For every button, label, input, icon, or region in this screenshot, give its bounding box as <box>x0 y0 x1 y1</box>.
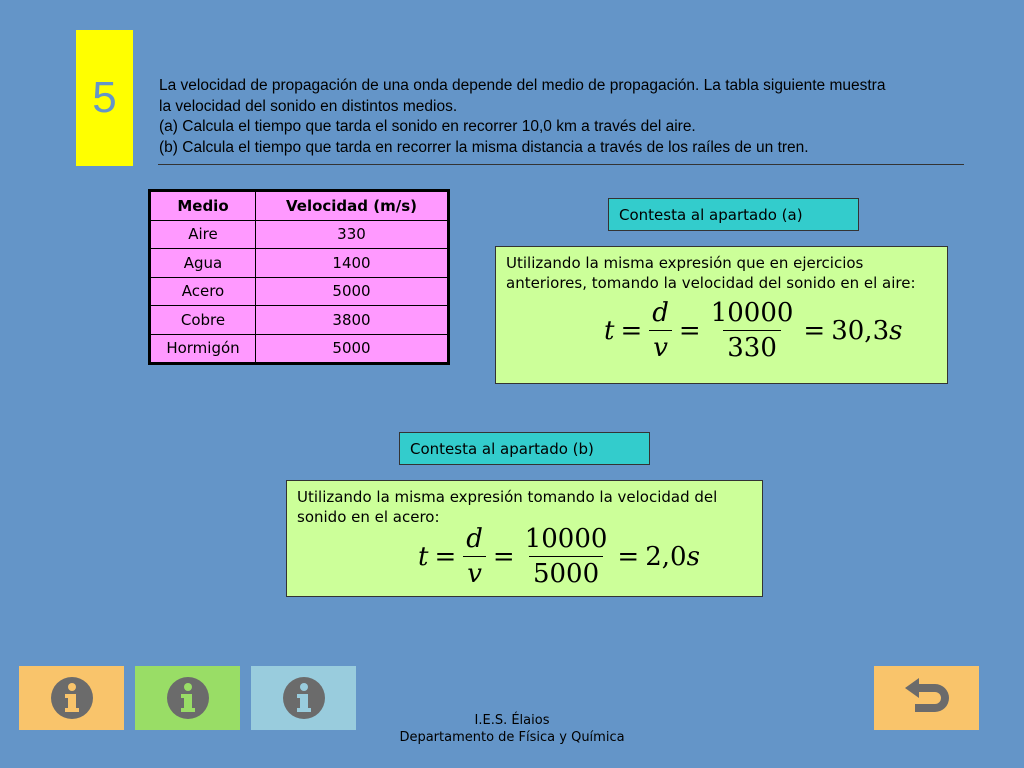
equation-result: 30,3 <box>831 315 890 346</box>
return-button[interactable] <box>874 666 979 730</box>
table-cell-medium: Cobre <box>150 306 256 335</box>
fraction-denominator: 330 <box>723 330 781 365</box>
exercise-statement <box>159 76 969 158</box>
exercise-number: 5 <box>92 73 117 122</box>
answer-a-label: Contesta al apartado (a) <box>619 205 803 224</box>
equation-unit: s <box>686 541 700 572</box>
info-button-1[interactable] <box>19 666 124 730</box>
table-row <box>150 306 449 335</box>
fraction-denominator: v <box>649 330 672 365</box>
fraction-numerator: 10000 <box>524 524 608 554</box>
statement-line: la velocidad del sonido en distintos medios. <box>159 97 458 115</box>
fraction-denominator: v <box>463 556 486 591</box>
info-button-2[interactable] <box>135 666 240 730</box>
speed-of-sound-table <box>148 189 450 365</box>
table-header-row <box>150 191 449 221</box>
info-button-3[interactable] <box>251 666 356 730</box>
department-name: Departamento de Física y Química <box>399 730 625 745</box>
answer-b-label: Contesta al apartado (b) <box>410 439 594 458</box>
table-row <box>150 277 449 306</box>
table-row <box>150 249 449 278</box>
column-header-medio: Medio <box>150 191 256 221</box>
equation-result: 2,0 <box>645 541 687 572</box>
info-icon <box>282 676 326 720</box>
table-cell-speed: 330 <box>256 220 449 249</box>
info-icon <box>166 676 210 720</box>
equation-lhs: t <box>604 315 615 346</box>
equals-sign: = <box>803 315 826 346</box>
fraction-values <box>521 522 612 591</box>
equation-unit: s <box>889 315 903 346</box>
answer-b-button[interactable] <box>399 432 650 465</box>
answer-b-equation <box>418 522 700 591</box>
table-cell-medium: Hormigón <box>150 334 256 364</box>
fraction-d-over-v <box>462 522 487 591</box>
equals-sign: = <box>620 315 643 346</box>
table-cell-medium: Acero <box>150 277 256 306</box>
fraction-values <box>707 296 798 365</box>
fraction-d-over-v <box>648 296 673 365</box>
table-cell-medium: Aire <box>150 220 256 249</box>
footer <box>360 712 664 746</box>
equals-sign: = <box>434 541 457 572</box>
statement-line: La velocidad de propagación de una onda depende del medio de propagación. La tabla siguiente muestra <box>159 77 886 94</box>
table-row <box>150 334 449 364</box>
table-row <box>150 220 449 249</box>
answer-b-text: Utilizando la misma expresión tomando la velocidad del sonido en el acero: <box>297 488 718 526</box>
fraction-numerator: 10000 <box>710 298 794 328</box>
equation-lhs: t <box>418 541 429 572</box>
table-cell-medium: Agua <box>150 249 256 278</box>
answer-a-text: Utilizando la misma expresión que en ejercicios anteriores, tomando la velocidad del sonido en el aire: <box>506 254 916 292</box>
info-icon <box>50 676 94 720</box>
school-name: I.E.S. Élaios <box>474 713 550 728</box>
table-cell-speed: 3800 <box>256 306 449 335</box>
equals-sign: = <box>617 541 640 572</box>
statement-line: (a) Calcula el tiempo que tarda el sonido en recorrer 10,0 km a través del aire. <box>159 118 696 135</box>
answer-a-button[interactable] <box>608 198 859 231</box>
fraction-denominator: 5000 <box>529 556 603 591</box>
exercise-number-badge <box>76 30 133 166</box>
table-cell-speed: 5000 <box>256 334 449 364</box>
equals-sign: = <box>492 541 515 572</box>
fraction-numerator: d <box>652 298 669 328</box>
column-header-velocidad: Velocidad (m/s) <box>256 191 449 221</box>
statement-line: (b) Calcula el tiempo que tarda en recorrer la misma distancia a través de los raíles de un tren. <box>159 138 809 156</box>
return-arrow-icon <box>901 676 953 720</box>
table-cell-speed: 1400 <box>256 249 449 278</box>
table-cell-speed: 5000 <box>256 277 449 306</box>
fraction-numerator: d <box>466 524 483 554</box>
equals-sign: = <box>678 315 701 346</box>
answer-a-equation <box>604 296 902 365</box>
divider-line <box>158 164 964 165</box>
